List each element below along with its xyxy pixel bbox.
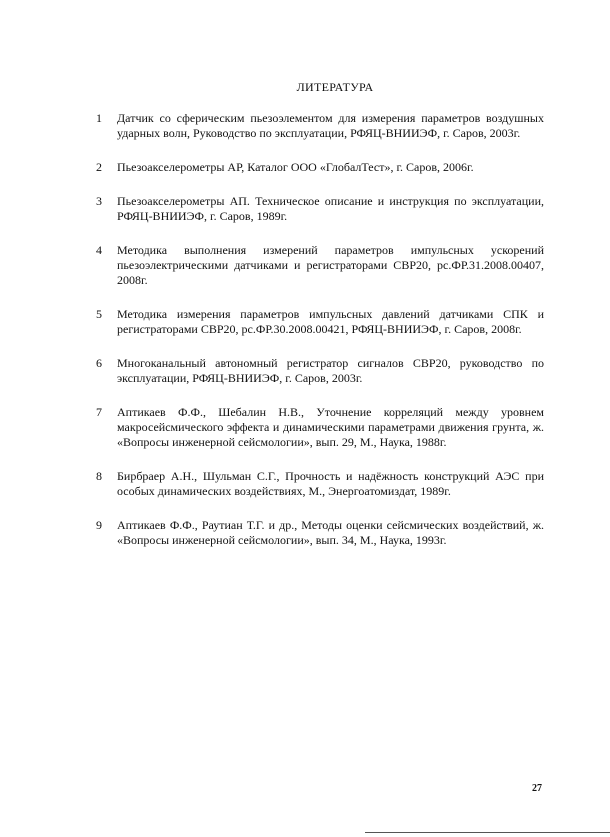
page-title: ЛИТЕРАТУРА xyxy=(296,80,374,94)
reference-number: 8 xyxy=(96,469,102,483)
reference-item xyxy=(96,518,544,548)
reference-item xyxy=(96,194,544,224)
reference-item xyxy=(96,160,544,175)
reference-list xyxy=(96,111,544,567)
reference-text: Пьезоакселерометры АР, Каталог ООО «ГлобалТест», г. Саров, 2006г. xyxy=(117,160,474,174)
reference-text: Многоканальный автономный регистратор сигналов СВР20, руководство по эксплуатации, РФЯЦ-ВНИИЭФ, г. Саров, 2003г. xyxy=(117,356,544,385)
reference-number: 6 xyxy=(96,356,102,370)
footer-rule xyxy=(365,832,610,833)
reference-item xyxy=(96,405,544,450)
reference-text: Датчик со сферическим пьезоэлементом для измерения параметров воздушных ударных волн, Руководство по эксплуатации, РФЯЦ-ВНИИЭФ, г. Саров, 2003г. xyxy=(117,111,544,140)
page-number: 27 xyxy=(532,783,542,794)
reference-number: 9 xyxy=(96,518,102,532)
reference-number: 2 xyxy=(96,160,102,174)
reference-text: Аптикаев Ф.Ф., Шебалин Н.В., Уточнение корреляций между уровнем макросейсмического эффекта и динамическими параметрами движения грунта, ж. «Вопросы инженерной сейсмологии», вып. 29, М., Наука, 1988г. xyxy=(117,405,544,449)
reference-text: Методика измерения параметров импульсных давлений датчиками СПК и регистраторами СВР20, рс.ФР.30.2008.00421, РФЯЦ-ВНИИЭФ, г. Саров, 2008г. xyxy=(117,307,544,336)
reference-item xyxy=(96,307,544,337)
reference-number: 7 xyxy=(96,405,102,419)
reference-text: Аптикаев Ф.Ф., Раутиан Т.Г. и др., Методы оценки сейсмических воздействий, ж. «Вопросы инженерной сейсмологии», вып. 34, М., Наука, 1993г. xyxy=(117,518,544,547)
reference-item xyxy=(96,356,544,386)
reference-text: Пьезоакселерометры АП. Техническое описание и инструкция по эксплуатации, РФЯЦ-ВНИИЭФ, г. Саров, 1989г. xyxy=(117,194,544,223)
reference-text: Методика выполнения измерений параметров импульсных ускорений пьезоэлектрическими датчиками и регистраторами СВР20, рс.ФР.31.2008.00407, 2008г. xyxy=(117,243,544,287)
reference-item xyxy=(96,243,544,288)
reference-item xyxy=(96,111,544,141)
reference-number: 3 xyxy=(96,194,102,208)
reference-number: 1 xyxy=(96,111,102,125)
reference-number: 4 xyxy=(96,243,102,257)
reference-text: Бирбраер А.Н., Шульман С.Г., Прочность и надёжность конструкций АЭС при особых динамических воздействиях, М., Энергоатомиздат, 1989г. xyxy=(117,469,544,498)
reference-number: 5 xyxy=(96,307,102,321)
reference-item xyxy=(96,469,544,499)
